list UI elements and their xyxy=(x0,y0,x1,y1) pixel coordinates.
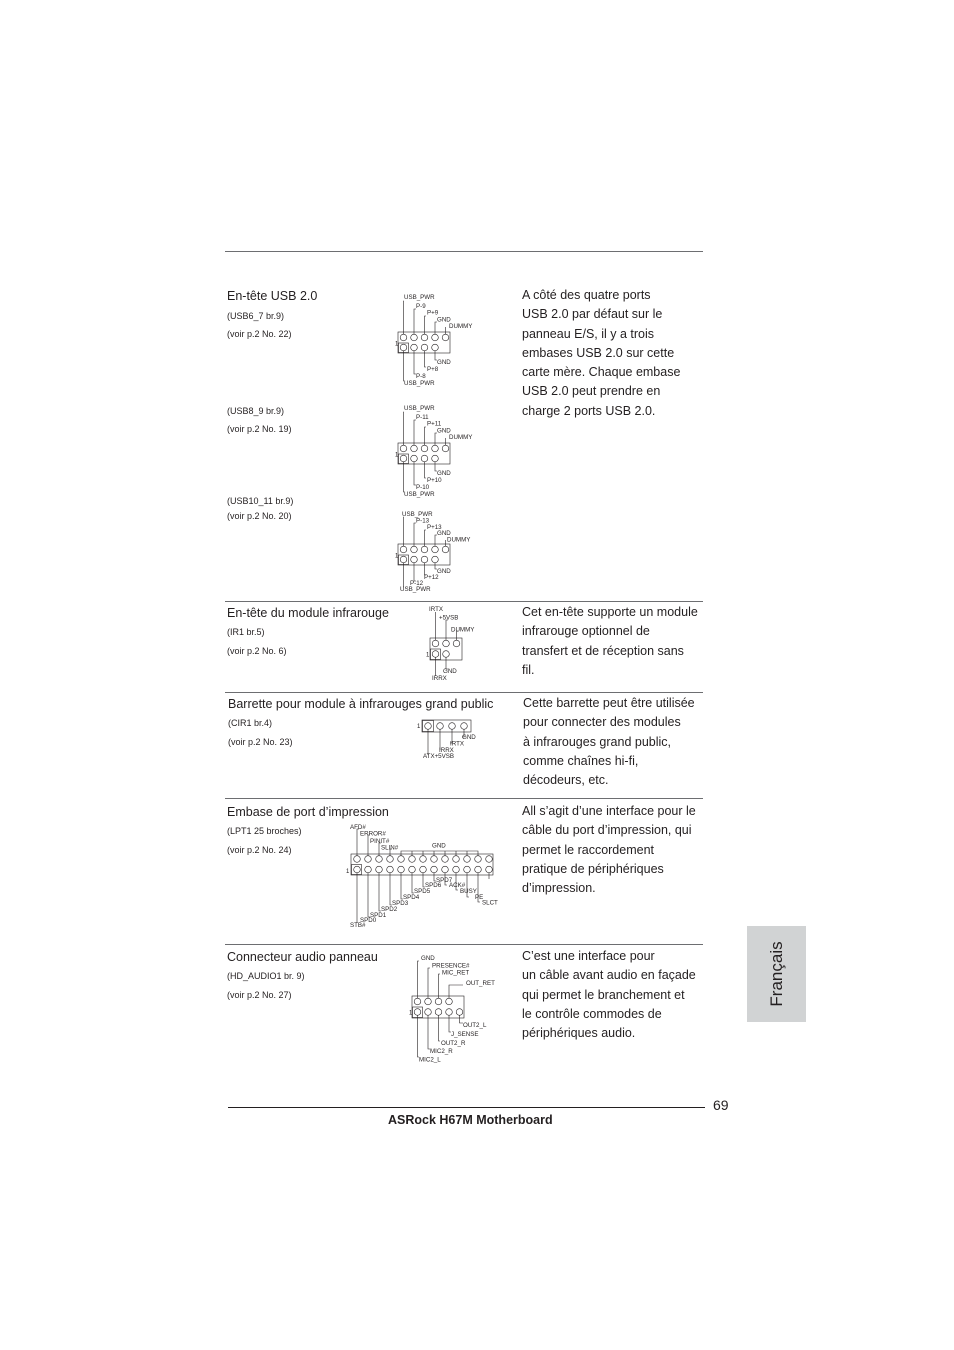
usb-ref-6: (voir p.2 No. 20) xyxy=(227,511,292,521)
audio-pin-diagram xyxy=(408,951,508,1069)
pin-label: SPD2 xyxy=(381,906,398,913)
pin-one-marker: 1 xyxy=(409,1010,413,1017)
pin-label: DUMMY xyxy=(447,536,471,544)
lpt-desc-line: câble du port d’impression, qui xyxy=(522,823,692,838)
top-rule xyxy=(225,251,703,252)
pin-label: DUMMY xyxy=(449,434,473,441)
usb6-7-pin-diagram xyxy=(390,290,485,390)
pin-label: SLIN# xyxy=(381,844,399,852)
usb-ref-4: (voir p.2 No. 19) xyxy=(227,424,292,434)
ir-description xyxy=(522,603,712,680)
pin-label: PE xyxy=(475,894,484,901)
pin-one-marker: 1 xyxy=(395,341,399,348)
audio-desc-line: un câble avant audio en façade xyxy=(522,968,696,983)
pin-label: P-11 xyxy=(416,414,429,421)
pin-label: P-13 xyxy=(416,517,430,525)
pin-label: J_SENSE xyxy=(451,1031,479,1038)
pin-label: DUMMY xyxy=(449,323,473,330)
pin-label: GND xyxy=(437,530,451,537)
pin-label: IRTX xyxy=(429,606,443,613)
pin-label: SPD1 xyxy=(370,912,387,919)
page-number: 69 xyxy=(713,1097,729,1113)
lpt-header-title: Embase de port d’impression xyxy=(227,805,389,819)
pin-label: P+12 xyxy=(424,574,439,581)
cir-desc-line: comme chaînes hi-fi, xyxy=(523,753,639,768)
pin-label: SPD4 xyxy=(403,894,420,901)
pin-label: BUSY xyxy=(460,888,477,895)
lpt-desc-line: permet le raccordement xyxy=(522,842,655,857)
pin-label: DUMMY xyxy=(451,626,475,634)
ir-ref-2: (voir p.2 No. 6) xyxy=(227,646,287,656)
pin-label: P-10 xyxy=(416,484,430,491)
section-divider xyxy=(225,692,703,693)
usb-desc-line: carte mère. Chaque embase xyxy=(522,365,681,380)
lpt-ref-1: (LPT1 25 broches) xyxy=(227,826,302,836)
section-divider xyxy=(225,601,703,602)
pin-one-marker: 1 xyxy=(395,452,399,459)
pin-label: GND xyxy=(437,568,451,575)
pin-label: OUT2_R xyxy=(441,1040,466,1047)
ir-desc-line: transfert et de réception sans xyxy=(522,643,684,658)
section-divider xyxy=(225,798,703,799)
pin-label: USB_PWR xyxy=(402,511,433,518)
pin-label: P+9 xyxy=(427,309,439,317)
pin-one-marker: 1 xyxy=(426,652,430,659)
audio-description xyxy=(522,947,712,1043)
ir-pin-diagram xyxy=(422,604,492,686)
usb-desc-line: USB 2.0 peut prendre en xyxy=(522,384,661,399)
language-tab xyxy=(747,926,806,1022)
audio-ref-1: (HD_AUDIO1 br. 9) xyxy=(227,971,305,981)
cir-desc-line: décodeurs, etc. xyxy=(523,773,609,788)
pin-label: OUT2_L xyxy=(463,1022,487,1029)
lpt-desc-line: d’impression. xyxy=(522,881,596,896)
pin-label: GND xyxy=(421,955,435,962)
pin-label: P+10 xyxy=(427,477,442,484)
cir-desc-line: à infrarouges grand public, xyxy=(523,734,672,749)
pin-label: ERROR# xyxy=(360,830,386,838)
ir-desc-line: fil. xyxy=(522,662,535,677)
language-tab-label: Français xyxy=(766,941,786,1007)
usb-ref-2: (voir p.2 No. 22) xyxy=(227,329,292,339)
pin-label: P+8 xyxy=(427,366,439,373)
pin-label: GND xyxy=(443,668,457,675)
cir-desc-line: Cette barrette peut être utilisée xyxy=(523,696,695,710)
ir-desc-line: Cet en-tête supporte un module xyxy=(522,605,698,619)
usb10-11-pin-diagram xyxy=(390,508,485,598)
audio-desc-line: C’est une interface pour xyxy=(522,949,655,963)
pin-one-marker: 1 xyxy=(346,869,350,875)
lpt-pin-diagram xyxy=(340,820,510,935)
pin-label: MIC_RET xyxy=(442,969,470,977)
audio-desc-line: le contrôle commodes de xyxy=(522,1006,662,1021)
usb-ref-3: (USB8_9 br.9) xyxy=(227,406,285,416)
usb-header-title: En-tête USB 2.0 xyxy=(227,289,318,303)
audio-desc-line: périphériques audio. xyxy=(522,1026,636,1041)
pin-label: STB# xyxy=(350,922,366,929)
audio-desc-line: qui permet le branchement et xyxy=(522,987,685,1002)
pin-label: P-12 xyxy=(410,580,424,587)
pin-label: P-8 xyxy=(416,373,426,380)
pin-label: GND xyxy=(437,316,451,324)
pin-label: GND xyxy=(432,842,446,850)
footer-rule xyxy=(228,1107,705,1108)
cir-pin-diagram xyxy=(417,716,500,766)
usb8-9-pin-diagram xyxy=(390,401,485,501)
lpt-desc-line: All s’agit d’une interface pour le xyxy=(522,804,696,818)
pin-label: P+13 xyxy=(427,524,442,531)
lpt-desc-line: pratique de périphériques xyxy=(522,861,664,876)
usb-ref-1: (USB6_7 br.9) xyxy=(227,311,285,321)
pin-label: AFD# xyxy=(350,824,366,831)
audio-ref-2: (voir p.2 No. 27) xyxy=(227,990,292,1000)
pin-label: SLCT xyxy=(482,899,498,907)
pin-label: GND xyxy=(437,470,451,477)
pin-label: IRRX xyxy=(432,675,447,682)
lpt-ref-2: (voir p.2 No. 24) xyxy=(227,845,292,855)
pin-label: ATX+5VSB xyxy=(423,753,455,760)
pin-one-marker: 1 xyxy=(395,553,399,560)
usb-desc-line: charge 2 ports USB 2.0. xyxy=(522,403,656,418)
lpt-description xyxy=(522,802,712,898)
pin-label: USB_PWR xyxy=(400,586,431,593)
pin-label: USB_PWR xyxy=(404,380,435,387)
pin-label: SPD5 xyxy=(414,888,431,895)
pin-label: IRTX xyxy=(450,740,464,748)
ir-ref-1: (IR1 br.5) xyxy=(227,627,265,637)
pin-label: GND xyxy=(437,359,451,366)
usb-desc-line: panneau E/S, il y a trois xyxy=(522,326,655,341)
cir-ref-1: (CIR1 br.4) xyxy=(228,718,273,728)
pin-label: GND xyxy=(462,734,476,741)
pin-label: IRRX xyxy=(439,747,454,754)
pin-label: USB_PWR xyxy=(404,405,435,412)
footer-brand: ASRock H67M Motherboard xyxy=(388,1113,553,1127)
pin-label: MIC2_R xyxy=(430,1048,453,1055)
pin-label: SPD3 xyxy=(392,900,409,907)
pin-label: +5VSB xyxy=(439,614,459,622)
cir-header-title: Barrette pour module à infrarouges grand public xyxy=(228,697,494,711)
pin-one-marker: 1 xyxy=(417,724,421,730)
pin-label: USB_PWR xyxy=(404,294,435,301)
pin-label: SPD7 xyxy=(436,877,453,884)
cir-ref-2: (voir p.2 No. 23) xyxy=(228,737,293,747)
ir-header-title: En-tête du module infrarouge xyxy=(227,606,389,620)
usb-desc-line: embases USB 2.0 sur cette xyxy=(522,345,675,360)
pin-label: PRESENCE# xyxy=(432,962,470,970)
cir-desc-line: pour connecter des modules xyxy=(523,715,681,730)
pin-label: P+11 xyxy=(427,420,442,428)
pin-label: PINIT# xyxy=(370,838,390,845)
ir-desc-line: infrarouge optionnel de xyxy=(522,624,650,639)
usb-desc-line: USB 2.0 par défaut sur le xyxy=(522,307,663,322)
cir-description xyxy=(523,694,713,790)
pin-label: USB_PWR xyxy=(404,491,435,498)
audio-header-title: Connecteur audio panneau xyxy=(227,950,378,964)
pin-label: MIC2_L xyxy=(419,1056,441,1064)
pin-label: SPD0 xyxy=(360,917,377,924)
pin-label: GND xyxy=(437,427,451,435)
usb-ref-5: (USB10_11 br.9) xyxy=(227,496,294,506)
usb-desc-line: A côté des quatre ports xyxy=(522,288,651,302)
section-divider xyxy=(225,944,703,945)
usb-description xyxy=(522,286,712,421)
pin-label: P-9 xyxy=(416,303,426,310)
pin-label: OUT_RET xyxy=(466,980,495,987)
pin-label: ACK# xyxy=(449,882,466,889)
pin-label: SPD6 xyxy=(425,882,442,889)
